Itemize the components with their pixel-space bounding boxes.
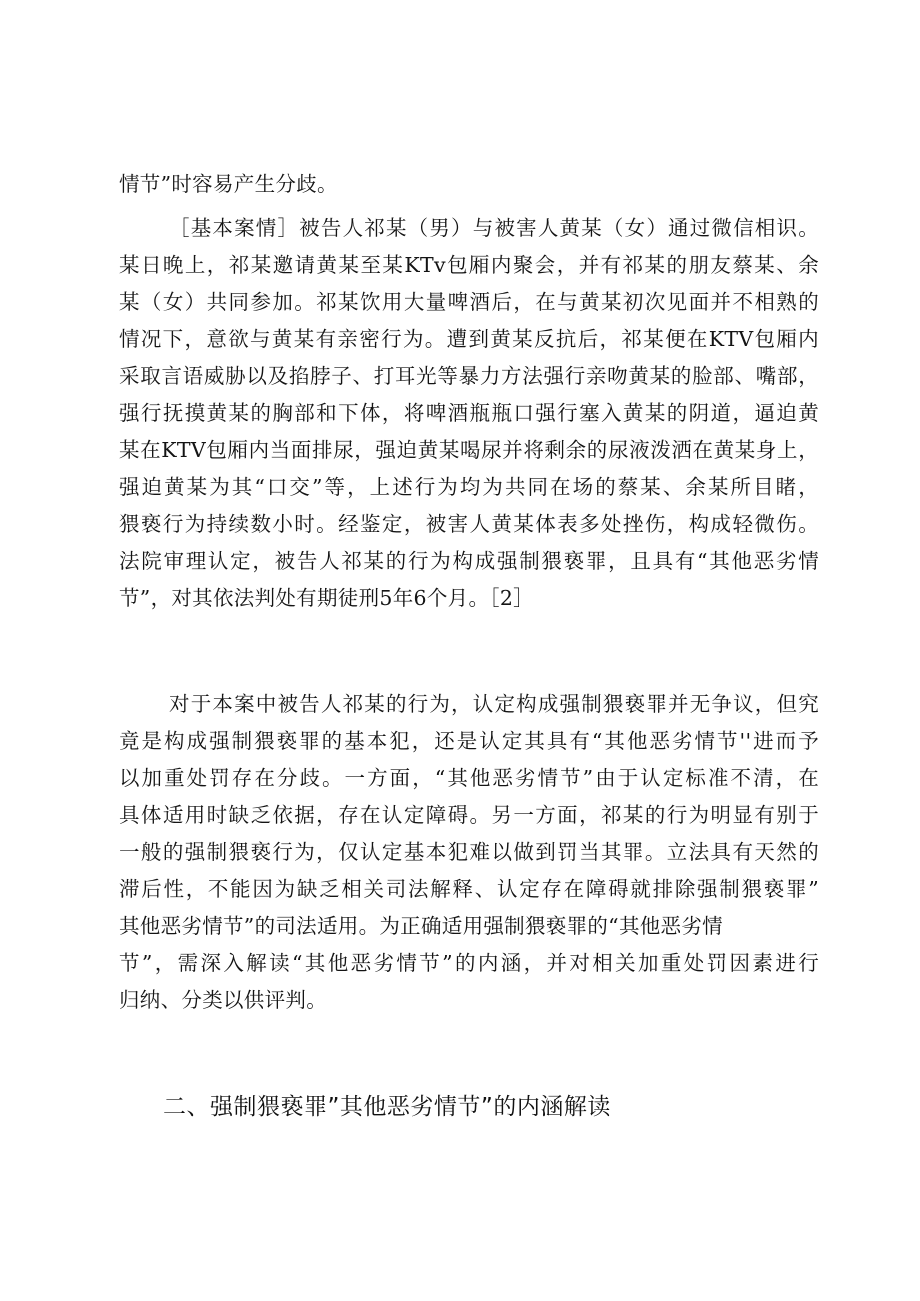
text-line: 某（女）共同参加。祁某饮用大量啤酒后，在与黄某初次见面并不相熟的	[119, 290, 819, 314]
text-line: 某在KTV包厢内当面排尿，强迫黄某喝尿并将剩余的尿液泼洒在黄某身上，	[119, 438, 819, 462]
text-line: 节”，需深入解读“其他恶劣情节”的内涵，并对相关加重处罚因素进行	[119, 951, 819, 975]
text-line: 对于本案中被告人祁某的行为，认定构成强制猥亵罪并无争议，但究	[169, 692, 819, 716]
text-line: 强行抚摸黄某的胸部和下体，将啤酒瓶瓶口强行塞入黄某的阴道，逼迫黄	[119, 401, 819, 425]
text-line: 采取言语威胁以及掐脖子、打耳光等暴力方法强行亲吻黄某的脸部、嘴部，	[119, 364, 819, 388]
text-line: 一般的强制猥亵行为，仅认定基本犯难以做到罚当其罪。立法具有天然的	[119, 840, 819, 864]
text-line: 某日晚上，祁某邀请黄某至某KTv包厢内聚会，并有祁某的朋友蔡某、余	[119, 253, 819, 277]
text-line: 以加重处罚存在分歧。一方面，“其他恶劣情节”由于认定标准不清，在	[119, 766, 819, 790]
text-line: 猥亵行为持续数小时。经鉴定，被害人黄某体表多处挫伤，构成轻微伤。	[119, 512, 819, 536]
text-line: 具体适用时缺乏依据，存在认定障碍。另一方面，祁某的行为明显有别于	[119, 803, 819, 827]
paragraph-case-facts	[119, 210, 819, 617]
text-line: 其他恶劣情节”的司法适用。为正确适用强制猥亵罪的“其他恶劣情	[119, 914, 723, 938]
text-line: 竟是构成强制猥亵罪的基本犯，还是认定其具有“其他恶劣情节''进而予	[119, 729, 819, 753]
text-line: 滞后性，不能因为缺乏相关司法解释、认定存在障碍就排除强制猥亵罪”	[119, 877, 819, 901]
section-heading: 二、强制猥亵罪”其他恶劣情节”的内涵解读	[163, 1094, 611, 1120]
text-line: 强迫黄某为其“口交”等，上述行为均为共同在场的蔡某、余某所目睹，	[119, 475, 819, 499]
text-line: 节”，对其依法判处有期徒刑5年6个月。［2］	[119, 586, 534, 610]
paragraph-continuation	[119, 166, 819, 203]
text-line: ［基本案情］被告人祁某（男）与被害人黄某（女）通过微信相识。	[169, 216, 819, 240]
text-line: 情节”时容易产生分歧。	[119, 172, 338, 196]
text-line: 法院审理认定，被告人祁某的行为构成强制猥亵罪，且具有“其他恶劣情	[119, 549, 819, 573]
text-line: 情况下，意欲与黄某有亲密行为。遭到黄某反抗后，祁某便在KTV包厢内	[119, 327, 819, 351]
paragraph-analysis	[119, 686, 819, 1019]
text-line: 归纳、分类以供评判。	[119, 988, 327, 1012]
